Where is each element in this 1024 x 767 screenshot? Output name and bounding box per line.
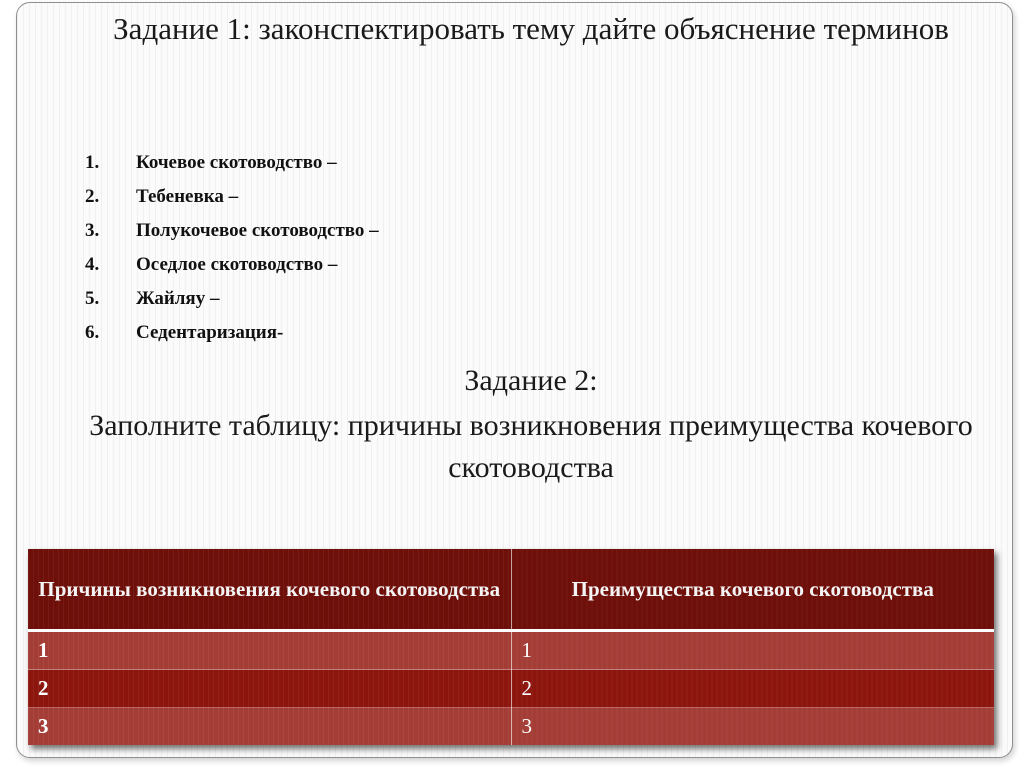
list-item	[85, 214, 785, 248]
table-row	[28, 670, 994, 708]
table-cell: 3	[511, 708, 994, 745]
term-text: Оседлое скотоводство –	[136, 254, 338, 275]
list-item	[85, 248, 785, 282]
task-table	[28, 549, 994, 745]
term-number: 3.	[85, 220, 100, 241]
table-cell: 1	[28, 631, 511, 670]
term-text: Тебеневка –	[136, 186, 239, 207]
table-cell: 2	[511, 670, 994, 708]
term-number: 1.	[85, 152, 100, 173]
table-cell: 3	[28, 708, 511, 745]
header-causes: Причины возникновения кочевого скотоводства	[28, 549, 511, 631]
terms-list	[85, 146, 785, 350]
header-advantages: Преимущества кочевого скотоводства	[511, 549, 994, 631]
list-item	[85, 146, 785, 180]
term-text: Кочевое скотоводство –	[136, 152, 337, 173]
term-number: 6.	[85, 322, 100, 343]
table-container	[28, 549, 994, 745]
term-number: 4.	[85, 254, 100, 275]
term-text: Жайляу –	[136, 288, 220, 309]
slide-title: Задание 1: законспектировать тему дайте объяснение терминов	[113, 11, 949, 46]
term-number: 2.	[85, 186, 100, 207]
table-row	[28, 631, 994, 670]
list-item	[85, 180, 785, 214]
table-header-row	[28, 549, 994, 631]
term-text: Седентаризация-	[136, 322, 284, 343]
task2-description: Заполните таблицу: причины возникновения преимущества кочевого скотоводства	[89, 409, 973, 484]
term-text: Полукочевое скотоводство –	[136, 220, 379, 241]
task2-block	[57, 355, 1005, 489]
task2-heading: Задание 2:	[464, 364, 598, 397]
table-cell: 2	[28, 670, 511, 708]
list-item	[85, 316, 785, 350]
list-item	[85, 282, 785, 316]
term-number: 5.	[85, 288, 100, 309]
table-cell: 1	[511, 631, 994, 670]
table-row	[28, 708, 994, 745]
